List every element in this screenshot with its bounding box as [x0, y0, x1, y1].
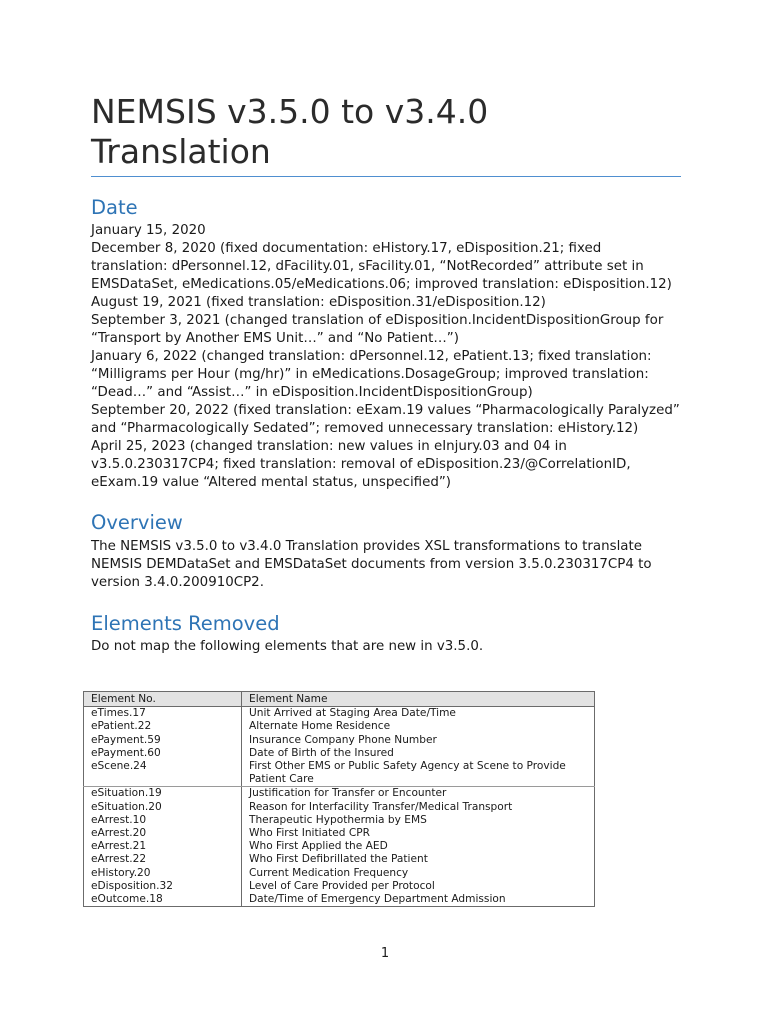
element-name: Level of Care Provided per Protocol [242, 880, 595, 893]
element-no: eHistory.20 [84, 867, 242, 880]
element-name: Reason for Interfacility Transfer/Medical Transport [242, 801, 595, 814]
table-row [84, 867, 595, 880]
header-element-name: Element Name [242, 692, 595, 707]
element-name: First Other EMS or Public Safety Agency at Scene to Provide Patient Care [242, 760, 595, 787]
elements-removed-table [83, 691, 595, 907]
element-name: Who First Defibrillated the Patient [242, 853, 595, 866]
table-row [84, 707, 595, 721]
table-row [84, 734, 595, 747]
element-no: ePayment.60 [84, 747, 242, 760]
date-entry: January 15, 2020 [91, 223, 206, 238]
elements-removed-intro: Do not map the following elements that are new in v3.5.0. [91, 639, 484, 654]
element-no: eScene.24 [84, 760, 242, 787]
table-row [84, 760, 595, 787]
element-name: Insurance Company Phone Number [242, 734, 595, 747]
page-number: 1 [380, 946, 390, 961]
element-name: Date of Birth of the Insured [242, 747, 595, 760]
element-no: eOutcome.18 [84, 893, 242, 907]
element-name: Alternate Home Residence [242, 720, 595, 733]
date-list [91, 222, 681, 492]
element-no: ePatient.22 [84, 720, 242, 733]
title-line-2: Translation [91, 132, 271, 171]
date-entry: April 25, 2023 (changed translation: new values in eInjury.03 and 04 in v3.5.0.230317CP4; fixed translation: removal of eDisposition.23/@CorrelationID, eExam.19 value “Altered mental status, unspecified”) [91, 439, 631, 490]
table-row [84, 853, 595, 866]
table-row [84, 801, 595, 814]
element-name: Therapeutic Hypothermia by EMS [242, 814, 595, 827]
date-entry: September 3, 2021 (changed translation of eDisposition.IncidentDispositionGroup for “Transport by Another EMS Unit…” and “No Patient…”) [91, 313, 664, 346]
header-element-no: Element No. [84, 692, 242, 707]
table-row [84, 787, 595, 801]
overview-text: The NEMSIS v3.5.0 to v3.4.0 Translation provides XSL transformations to translate NEMSIS DEMDataSet and EMSDataSet documents from version 3.5.0.230317CP4 to version 3.4.0.200910CP2. [91, 539, 652, 590]
table-row [84, 840, 595, 853]
document-page [91, 92, 681, 656]
element-no: eSituation.19 [84, 787, 242, 801]
element-name: Current Medication Frequency [242, 867, 595, 880]
title-divider [91, 176, 681, 177]
element-name: Who First Applied the AED [242, 840, 595, 853]
date-heading: Date [91, 196, 138, 219]
element-name: Justification for Transfer or Encounter [242, 787, 595, 801]
overview-section [91, 511, 681, 592]
element-no: eArrest.21 [84, 840, 242, 853]
element-no: eDisposition.32 [84, 880, 242, 893]
table-row [84, 720, 595, 733]
overview-heading: Overview [91, 511, 183, 534]
date-entry: January 6, 2022 (changed translation: dPersonnel.12, ePatient.13; fixed translation: “Milligrams per Hour (mg/hr)” in eMedications.DosageGroup; improved translation: “Dead…” and “Assist…” in eDisposition.IncidentDispositionGroup) [91, 349, 652, 400]
element-name: Unit Arrived at Staging Area Date/Time [242, 707, 595, 721]
table-row [84, 893, 595, 907]
date-entry: December 8, 2020 (fixed documentation: eHistory.17, eDisposition.21; fixed translation: dPersonnel.12, dFacility.01, sFacility.01, “NotRecorded” attribute set in EMSDataSet, eMedications.05/eMedications.06; improved translation: eDisposition.12) [91, 241, 672, 292]
document-title [91, 92, 681, 172]
element-no: eSituation.20 [84, 801, 242, 814]
table-row [84, 880, 595, 893]
table-row [84, 747, 595, 760]
table-header-row [84, 692, 595, 707]
element-no: eArrest.22 [84, 853, 242, 866]
date-entry: August 19, 2021 (fixed translation: eDisposition.31/eDisposition.12) [91, 295, 546, 310]
element-no: eArrest.10 [84, 814, 242, 827]
element-no: eArrest.20 [84, 827, 242, 840]
table-row [84, 827, 595, 840]
date-entry: September 20, 2022 (fixed translation: eExam.19 values “Pharmacologically Paralyzed” and “Pharmacologically Sedated”; removed unnecessary translation: eHistory.12) [91, 403, 680, 436]
element-no: eTimes.17 [84, 707, 242, 721]
elements-removed-heading: Elements Removed [91, 612, 280, 635]
element-no: ePayment.59 [84, 734, 242, 747]
element-name: Date/Time of Emergency Department Admission [242, 893, 595, 907]
date-section [91, 196, 681, 492]
elements-removed-section [91, 612, 681, 656]
table-row [84, 814, 595, 827]
element-name: Who First Initiated CPR [242, 827, 595, 840]
title-line-1: NEMSIS v3.5.0 to v3.4.0 [91, 92, 489, 131]
